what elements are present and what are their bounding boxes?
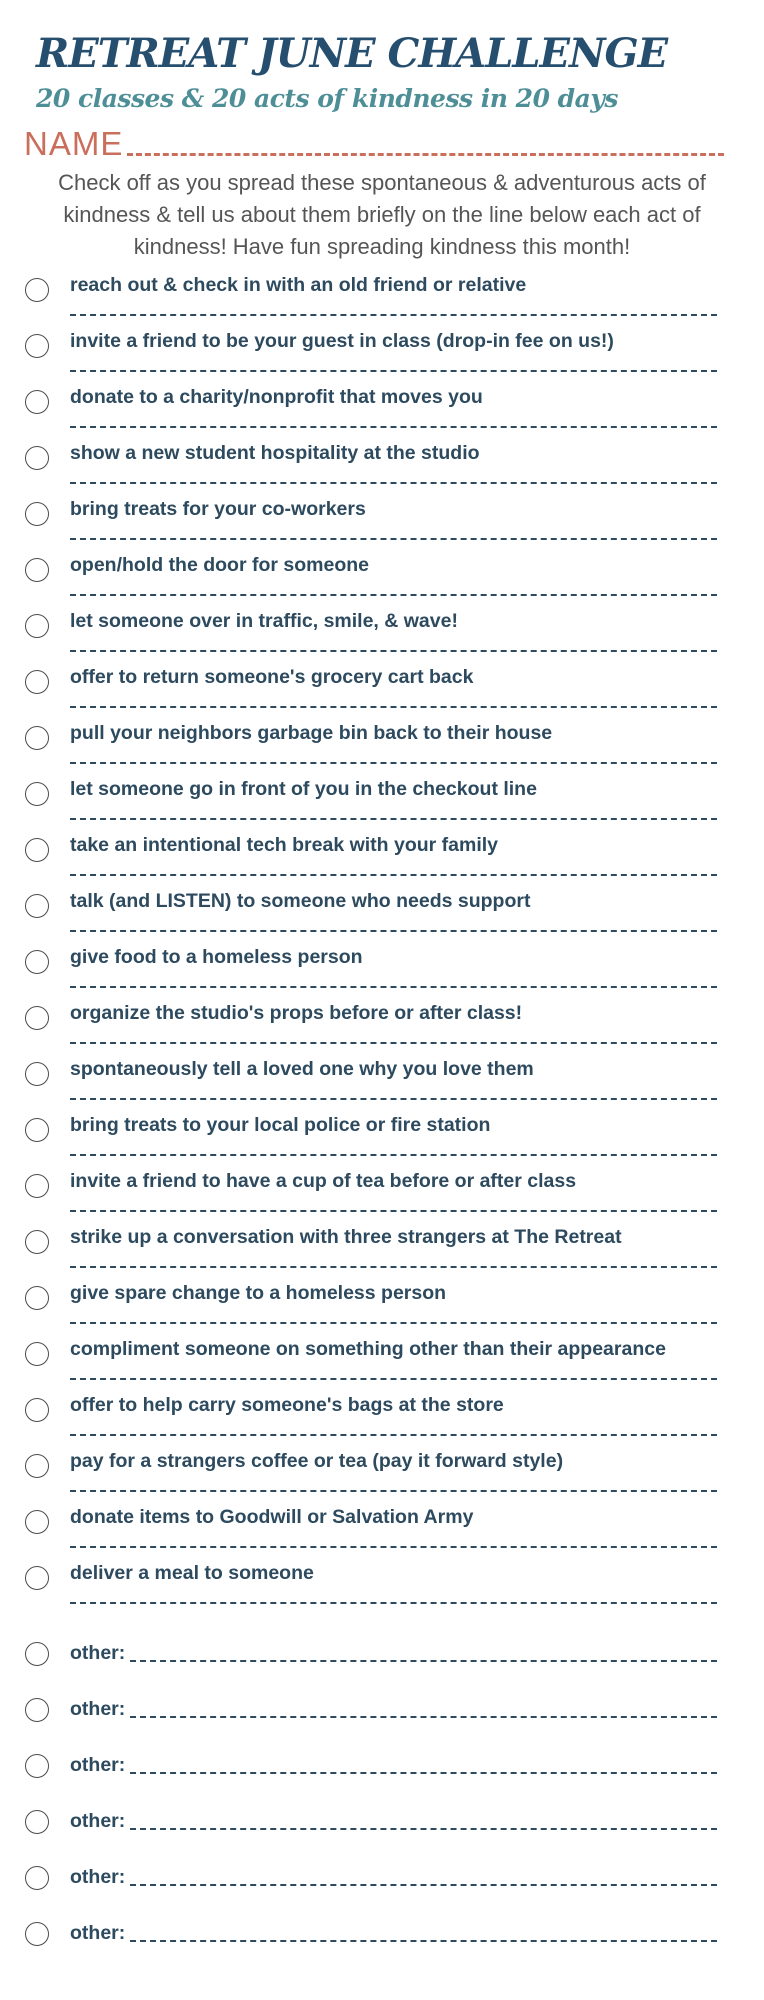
act-response-line[interactable] — [70, 1490, 717, 1492]
act-response-line[interactable] — [70, 1378, 717, 1380]
act-checkbox[interactable] — [25, 670, 49, 694]
act-response-line[interactable] — [70, 538, 717, 540]
act-response-line[interactable] — [70, 650, 717, 652]
act-checkbox[interactable] — [25, 726, 49, 750]
act-checkbox[interactable] — [25, 1454, 49, 1478]
act-label: let someone over in traffic, smile, & wave! — [70, 610, 458, 632]
act-label: take an intentional tech break with your family — [70, 834, 499, 856]
instructions: Check off as you spread these spontaneous & adventurous acts of kindness & tell us about them briefly on the line below each act of kindness! Have fun spreading kindness this month! — [58, 170, 706, 259]
act-checkbox[interactable] — [25, 1342, 49, 1366]
other-checkbox[interactable] — [25, 1754, 49, 1778]
act-label: pay for a strangers coffee or tea (pay it forward style) — [70, 1450, 564, 1472]
act-label: compliment someone on something other than their appearance — [70, 1338, 666, 1360]
other-checkbox[interactable] — [25, 1866, 49, 1890]
act-response-line[interactable] — [70, 426, 717, 428]
act-label: organize the studio's props before or after class! — [70, 1002, 523, 1024]
act-label: bring treats for your co-workers — [70, 498, 366, 520]
act-checkbox[interactable] — [25, 1118, 49, 1142]
other-label: other: — [70, 1922, 126, 1944]
act-checkbox[interactable] — [25, 782, 49, 806]
other-response-line[interactable] — [130, 1828, 717, 1830]
other-label: other: — [70, 1698, 126, 1720]
act-checkbox[interactable] — [25, 614, 49, 638]
other-checkbox[interactable] — [25, 1698, 49, 1722]
other-response-line[interactable] — [130, 1940, 717, 1942]
other-label: other: — [70, 1866, 126, 1888]
other-checkbox[interactable] — [25, 1642, 49, 1666]
act-response-line[interactable] — [70, 370, 717, 372]
other-label: other: — [70, 1754, 126, 1776]
act-label: show a new student hospitality at the studio — [70, 442, 480, 464]
act-checkbox[interactable] — [25, 1062, 49, 1086]
act-response-line[interactable] — [70, 1434, 717, 1436]
act-checkbox[interactable] — [25, 1566, 49, 1590]
act-label: offer to return someone's grocery cart back — [70, 666, 474, 688]
act-response-line[interactable] — [70, 818, 717, 820]
act-checkbox[interactable] — [25, 1230, 49, 1254]
other-response-line[interactable] — [130, 1772, 717, 1774]
page-subtitle: 20 classes & 20 acts of kindness in 20 days — [36, 84, 618, 113]
act-response-line[interactable] — [70, 1266, 717, 1268]
act-label: open/hold the door for someone — [70, 554, 369, 576]
act-response-line[interactable] — [70, 1042, 717, 1044]
other-label: other: — [70, 1810, 126, 1832]
act-label: bring treats to your local police or fire station — [70, 1114, 491, 1136]
act-checkbox[interactable] — [25, 1174, 49, 1198]
act-label: strike up a conversation with three strangers at The Retreat — [70, 1226, 622, 1248]
act-checkbox[interactable] — [25, 1006, 49, 1030]
act-checkbox[interactable] — [25, 390, 49, 414]
act-checkbox[interactable] — [25, 1286, 49, 1310]
act-label: give spare change to a homeless person — [70, 1282, 447, 1304]
act-response-line[interactable] — [70, 1546, 717, 1548]
act-label: deliver a meal to someone — [70, 1562, 314, 1584]
act-label: pull your neighbors garbage bin back to their house — [70, 722, 553, 744]
act-checkbox[interactable] — [25, 334, 49, 358]
act-response-line[interactable] — [70, 762, 717, 764]
act-label: let someone go in front of you in the checkout line — [70, 778, 537, 800]
act-checkbox[interactable] — [25, 838, 49, 862]
other-checkbox[interactable] — [25, 1810, 49, 1834]
act-response-line[interactable] — [70, 1154, 717, 1156]
act-response-line[interactable] — [70, 986, 717, 988]
act-label: donate to a charity/nonprofit that moves you — [70, 386, 483, 408]
act-checkbox[interactable] — [25, 894, 49, 918]
act-response-line[interactable] — [70, 706, 717, 708]
act-response-line[interactable] — [70, 1210, 717, 1212]
act-checkbox[interactable] — [25, 1510, 49, 1534]
act-response-line[interactable] — [70, 1602, 717, 1604]
act-label: offer to help carry someone's bags at the store — [70, 1394, 504, 1416]
act-response-line[interactable] — [70, 482, 717, 484]
act-checkbox[interactable] — [25, 278, 49, 302]
act-label: reach out & check in with an old friend or relative — [70, 274, 527, 296]
name-label: NAME — [24, 125, 124, 162]
act-response-line[interactable] — [70, 1098, 717, 1100]
act-response-line[interactable] — [70, 594, 717, 596]
act-label: give food to a homeless person — [70, 946, 363, 968]
act-label: talk (and LISTEN) to someone who needs support — [70, 890, 531, 912]
other-response-line[interactable] — [130, 1884, 717, 1886]
other-response-line[interactable] — [130, 1716, 717, 1718]
act-response-line[interactable] — [70, 874, 717, 876]
other-checkbox[interactable] — [25, 1922, 49, 1946]
act-checkbox[interactable] — [25, 1398, 49, 1422]
act-response-line[interactable] — [70, 930, 717, 932]
act-checkbox[interactable] — [25, 558, 49, 582]
act-label: invite a friend to have a cup of tea before or after class — [70, 1170, 577, 1192]
act-checkbox[interactable] — [25, 950, 49, 974]
act-label: spontaneously tell a loved one why you love them — [70, 1058, 534, 1080]
act-response-line[interactable] — [70, 314, 717, 316]
act-label: donate items to Goodwill or Salvation Army — [70, 1506, 474, 1528]
other-response-line[interactable] — [130, 1660, 717, 1662]
act-checkbox[interactable] — [25, 446, 49, 470]
act-checkbox[interactable] — [25, 502, 49, 526]
page-title: RETREAT JUNE CHALLENGE — [36, 30, 668, 77]
act-label: invite a friend to be your guest in class (drop-in fee on us!) — [70, 330, 614, 352]
act-response-line[interactable] — [70, 1322, 717, 1324]
other-label: other: — [70, 1642, 126, 1664]
